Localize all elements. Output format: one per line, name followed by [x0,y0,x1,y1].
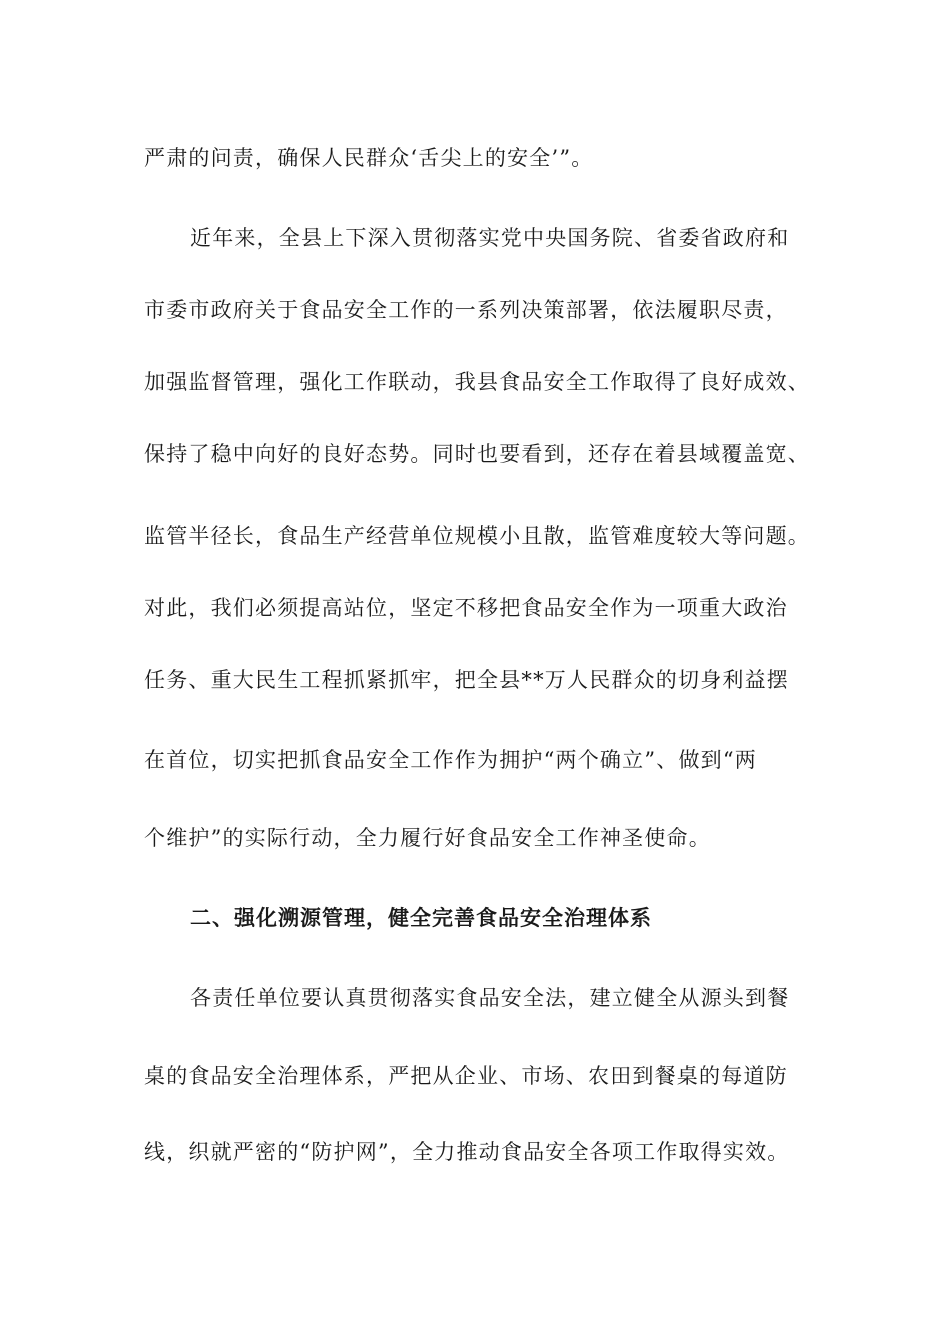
body-text-line: 个维护”的实际行动，全力履行好食品安全工作神圣使命。 [144,826,711,850]
body-text-line: 线，织就严密的“防护网”，全力推动食品安全各项工作取得实效。 [144,1140,790,1164]
paragraph-first-line: 各责任单位要认真贯彻落实食品安全法，建立健全从源头到餐 [190,986,790,1010]
body-text-line: 在首位，切实把抓食品安全工作作为拥护“两个确立”、做到“两 [144,748,758,772]
body-text-line: 任务、重大民生工程抓紧抓牢，把全县**万人民群众的切身利益摆 [144,668,789,692]
body-text-line: 保持了稳中向好的良好态势。同时也要看到，还存在着县域覆盖宽、 [144,442,810,466]
body-text-line: 市委市政府关于食品安全工作的一系列决策部署，依法履职尽责， [144,298,788,322]
body-text-line: 严肃的问责，确保人民群众‘舌尖上的安全’”。 [144,146,594,170]
body-text-line: 加强监督管理，强化工作联动，我县食品安全工作取得了良好成效、 [144,370,810,394]
section-heading: 二、强化溯源管理，健全完善食品安全治理体系 [190,906,652,930]
paragraph-first-line: 近年来，全县上下深入贯彻落实党中央国务院、省委省政府和 [190,226,790,250]
body-text-line: 对此，我们必须提高站位，坚定不移把食品安全作为一项重大政治 [144,596,788,620]
body-text-line: 监管半径长，食品生产经营单位规模小且散，监管难度较大等问题。 [144,524,810,548]
body-text-line: 桌的食品安全治理体系，严把从企业、市场、农田到餐桌的每道防 [144,1064,788,1088]
